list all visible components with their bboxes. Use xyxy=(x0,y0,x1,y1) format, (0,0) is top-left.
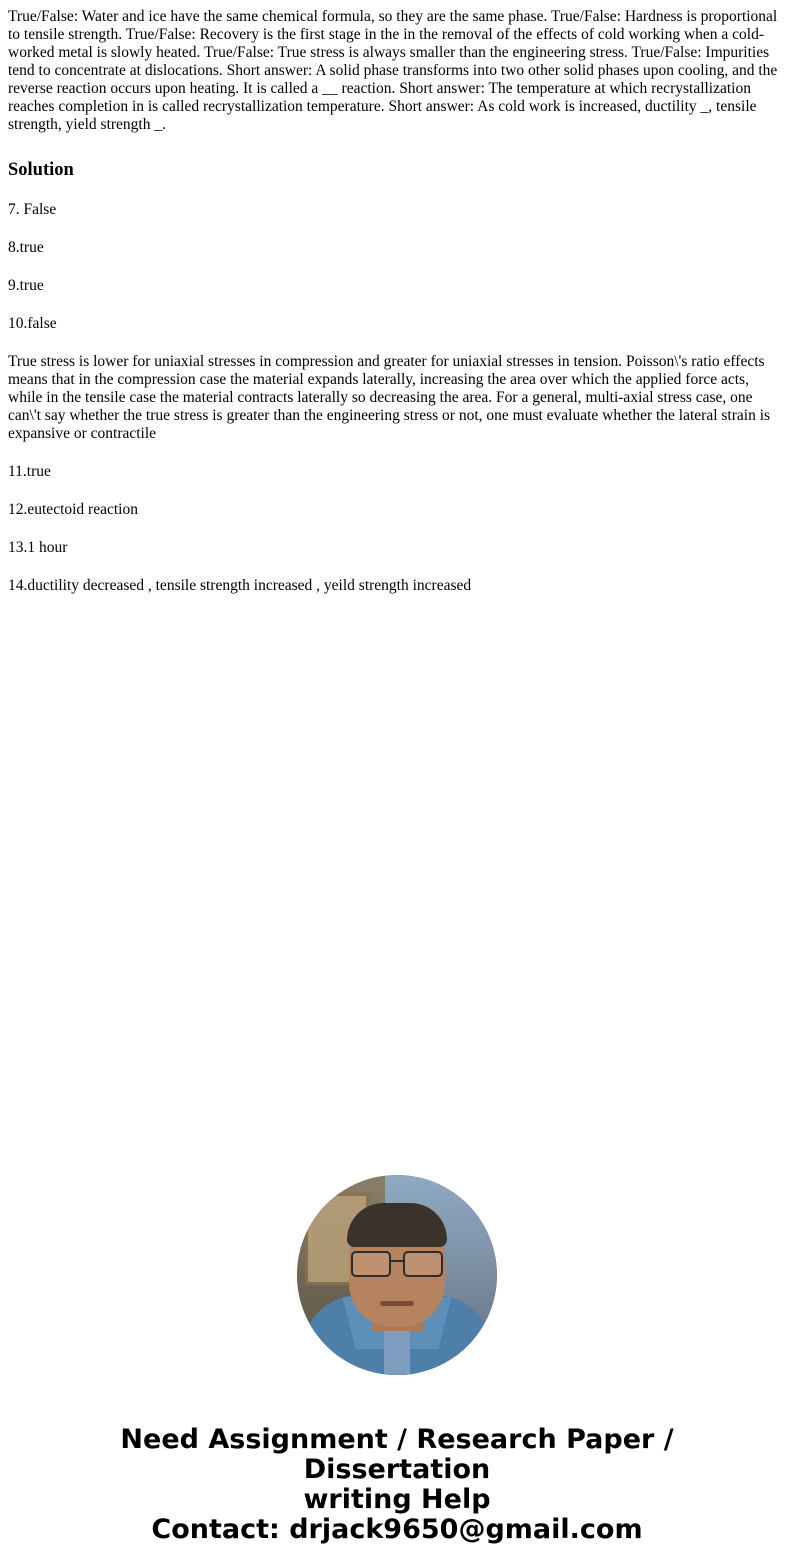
answer-item: 14.ductility decreased , tensile strength increased , yeild strength increased xyxy=(8,577,472,594)
answer-item: 7. False xyxy=(8,201,57,218)
avatar-tie xyxy=(384,1325,410,1375)
promo-line-2: writing Help xyxy=(303,1484,491,1515)
avatar-hair xyxy=(347,1203,447,1247)
glasses-lens-left xyxy=(351,1251,391,1277)
glasses-icon xyxy=(349,1251,445,1273)
question-paragraph: True/False: Water and ice have the same chemical formula, so they are the same phase. True/False: Hardness is proportional to tensile strength. True/False: Recovery is the first stage in the in the removal of the effects of cold working when a cold-worked metal is slowly heated. True/False: True stress is always smaller than the engineering stress. True/False: Impurities tend to concentrate at dislocations. Short answer: A solid phase transforms into two other solid phases upon cooling, and the reverse reaction occurs upon heating. It is called a __ reaction. Short answer: The temperature at which recrystallization reaches completion in is called recrystallization temperature. Short answer: As cold work is increased, ductility _, tensile strength, yield strength _. xyxy=(8,8,778,133)
promo-banner xyxy=(8,1425,786,1561)
answer-item: 13.1 hour xyxy=(8,539,68,556)
answer-item: 10.false xyxy=(8,315,57,332)
answer-item: 11.true xyxy=(8,463,51,480)
avatar xyxy=(297,1175,497,1375)
avatar-container xyxy=(8,1175,786,1375)
avatar-mouth xyxy=(380,1301,414,1306)
answer-item: 8.true xyxy=(8,239,44,256)
solution-heading: Solution xyxy=(8,160,74,180)
promo-contact: Contact: drjack9650@gmail.com xyxy=(151,1514,643,1545)
content-spacer xyxy=(8,615,786,1175)
glasses-lens-right xyxy=(403,1251,443,1277)
explanation-paragraph: True stress is lower for uniaxial stresses in compression and greater for uniaxial stresses in tension. Poisson\'s ratio effects means that in the compression case the material expands laterally, increasing the area over which the applied force acts, while in the tensile case the material contracts laterally so decreasing the area. For a general, multi-axial stress case, one can\'t say whether the true stress is greater than the engineering stress or not, one must evaluate whether the lateral strain is expansive or contractile xyxy=(8,353,771,442)
promo-line-1: Need Assignment / Research Paper / Dissertation xyxy=(120,1424,674,1485)
answer-item: 9.true xyxy=(8,277,44,294)
answer-item: 12.eutectoid reaction xyxy=(8,501,138,518)
